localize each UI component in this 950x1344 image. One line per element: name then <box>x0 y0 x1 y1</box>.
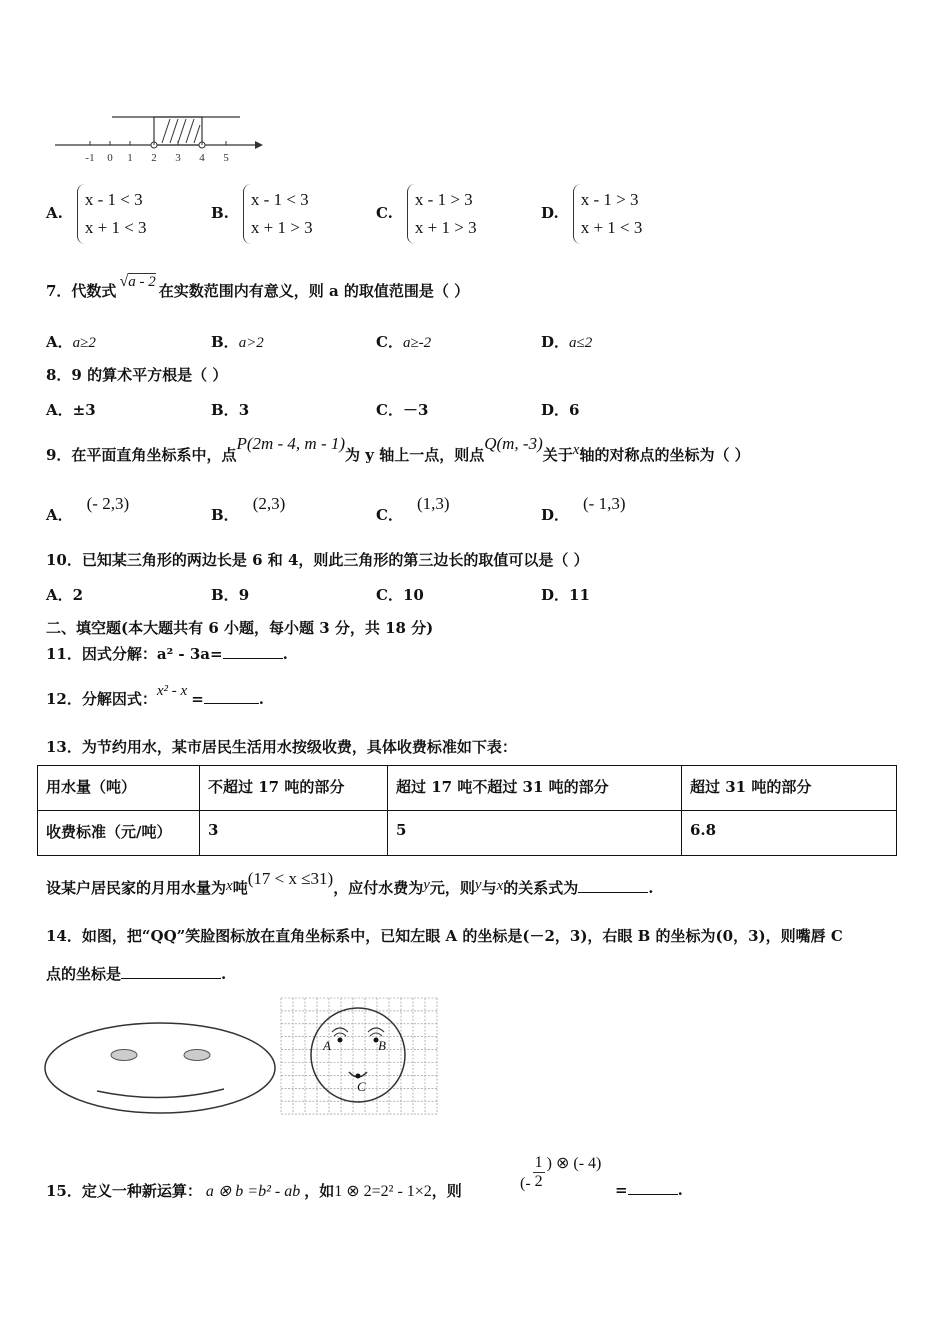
grid-smiley-figure <box>279 996 439 1118</box>
q13-question: 设某户居民家的月用水量为x吨(17 < x ≤31)，应付水费为y元，则y与x的关系式为 . <box>46 869 654 897</box>
q8-stem: 8．9 的算术平方根是（ ） <box>46 366 228 384</box>
table-cell: 超过 31 吨的部分 <box>682 766 897 811</box>
answer-blank[interactable] <box>628 1180 678 1195</box>
tick-label: 2 <box>151 152 157 164</box>
option-d[interactable]: D．(- 1,3) <box>541 494 626 524</box>
option-d[interactable]: D．6 <box>541 401 580 419</box>
label-c: C <box>357 1079 366 1094</box>
q9-stem: 9．在平面直角坐标系中，点P(2m - 4, m - 1)为 y 轴上一点，则点Q(m, -3)关于x轴的对称点的坐标为（ ） <box>46 434 750 464</box>
sqrt-expression: √a - 2 <box>119 273 156 290</box>
q13-stem: 13．为节约用水，某市居民生活用水按级收费，具体收费标准如下表： <box>46 738 517 756</box>
tick-label: 5 <box>223 152 229 164</box>
option-c[interactable]: C．10 <box>376 586 424 604</box>
option-a[interactable]: A．(- 2,3) <box>46 494 130 524</box>
tick-label: 0 <box>107 152 113 164</box>
fee-table <box>37 765 897 856</box>
q15-stem: 15．定义一种新运算： a ⊗ b =b² - ab ，如1 ⊗ 2=2² - 1×2，则 <box>46 1182 462 1200</box>
table-cell: 不超过 17 吨的部分 <box>200 766 388 811</box>
q14-stem-line2: 点的坐标是 . <box>46 965 227 983</box>
table-row <box>38 811 897 856</box>
option-d[interactable]: D．11 <box>541 586 590 604</box>
option-a[interactable]: A．a≥2 <box>46 333 96 351</box>
q12-stem: 12．分解因式：x² - x = . <box>46 683 264 708</box>
table-cell: 3 <box>200 811 388 856</box>
q15-answer: = . <box>615 1181 683 1199</box>
option-a[interactable]: A．±3 <box>46 401 96 419</box>
label-b: B <box>378 1038 386 1053</box>
inequality-system: x - 1 < 3 x + 1 < 3 <box>77 184 147 244</box>
table-cell: 收费标准（元/吨） <box>38 811 200 856</box>
option-a[interactable]: A. x - 1 < 3 x + 1 < 3 <box>46 184 147 244</box>
tick-label: 4 <box>199 152 205 164</box>
tick-label: -1 <box>85 152 95 164</box>
smiley-face-figure <box>42 1018 282 1118</box>
option-c[interactable]: C．(1,3) <box>376 494 450 524</box>
inequality-system: x - 1 > 3 x + 1 < 3 <box>573 184 643 244</box>
table-cell: 5 <box>388 811 682 856</box>
q7-stem: 7．代数式√a - 2 在实数范围内有意义，则 a 的取值范围是（ ） <box>46 273 470 300</box>
option-b[interactable]: B．9 <box>211 586 250 604</box>
section2-heading: 二、填空题(本大题共有 6 小题，每小题 3 分，共 18 分) <box>46 619 434 637</box>
option-d[interactable]: D. x - 1 > 3 x + 1 < 3 <box>541 184 642 244</box>
tick-label: 3 <box>175 152 181 164</box>
number-line-figure <box>50 108 270 168</box>
answer-blank[interactable] <box>578 878 648 893</box>
q11-stem: 11．因式分解：a² - 3a= . <box>46 645 288 663</box>
answer-blank[interactable] <box>204 689 259 704</box>
tick-label: 1 <box>127 152 133 164</box>
q15-fraction-expr: (- $\frac{1}{2}$ ) ⊗ (- 4) <box>520 1154 602 1193</box>
option-b[interactable]: B．a>2 <box>211 333 264 351</box>
option-c[interactable]: C. x - 1 > 3 x + 1 > 3 <box>376 184 477 244</box>
option-b[interactable]: B．(2,3) <box>211 494 286 524</box>
answer-blank[interactable] <box>223 644 283 659</box>
option-a[interactable]: A．2 <box>46 586 84 604</box>
table-cell: 超过 17 吨不超过 31 吨的部分 <box>388 766 682 811</box>
answer-blank[interactable] <box>121 964 221 979</box>
table-row <box>38 766 897 811</box>
inequality-system: x - 1 > 3 x + 1 > 3 <box>407 184 477 244</box>
option-c[interactable]: C．a≥-2 <box>376 333 432 351</box>
option-c[interactable]: C．－3 <box>376 401 429 419</box>
label-a: A <box>323 1038 331 1053</box>
option-d[interactable]: D．a≤2 <box>541 333 593 351</box>
q14-stem-line1: 14．如图，把“QQ”笑脸图标放在直角坐标系中，已知左眼 A 的坐标是(－2，3)，右眼 B 的坐标为(0，3)，则嘴唇 C <box>46 927 843 945</box>
option-b[interactable]: B．3 <box>211 401 250 419</box>
inequality-system: x - 1 < 3 x + 1 > 3 <box>243 184 313 244</box>
option-b[interactable]: B. x - 1 < 3 x + 1 > 3 <box>211 184 313 244</box>
table-cell: 用水量（吨） <box>38 766 200 811</box>
table-cell: 6.8 <box>682 811 897 856</box>
q10-stem: 10．已知某三角形的两边长是 6 和 4，则此三角形的第三边长的取值可以是（ ） <box>46 551 589 569</box>
